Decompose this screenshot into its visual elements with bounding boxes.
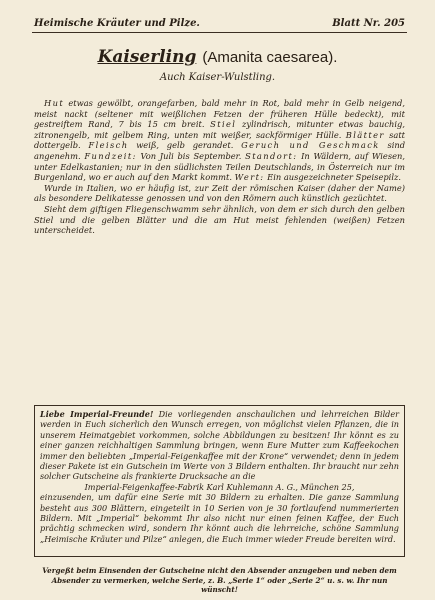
notice-paragraph-1 <box>40 409 399 482</box>
keyword-label: Fleisch <box>88 140 129 151</box>
description-text: etwas gewölbt, orangefarben, bald mehr in Rot, bald mehr in Gelb neigend, meist nackt (seltener mit weißlichen Fetzen der früheren Hülle bedeckt), mit gestreiftem Rand, 7 bis 15 cm breit. <box>34 98 405 130</box>
latin-name: (Amanita caesarea). <box>202 49 338 66</box>
description-text: Von Juli bis September. <box>136 150 246 161</box>
species-name: Kaiserling <box>97 47 197 67</box>
series-title: Heimische Kräuter und Pilze. <box>34 18 200 29</box>
description-text: sind angenehm. <box>34 140 406 161</box>
notice-box <box>34 405 405 557</box>
page-header <box>34 18 405 29</box>
keyword-label: Blätter <box>345 129 385 140</box>
description-paragraph-1 <box>34 98 405 183</box>
keyword-label: Wert: <box>234 172 265 183</box>
description-paragraph-3: Sieht dem giftigen Fliegenschwamm sehr ähnlich, von dem er sich durch den gelben Stiel und die gelben Blätter und die am Hut meist fehlenden (weißen) Fetzen unterscheidet. <box>34 203 405 236</box>
description-paragraph-2: Wurde in Italien, wo er häufig ist, zur Zeit der römischen Kaiser (daher der Name) als besondere Delikatesse genossen und von den Römern auch künstlich gezüchtet. <box>34 182 405 204</box>
notice-address: Imperial-Feigenkaffee-Fabrik Karl Kuhlemann A. G., München 25, <box>84 481 355 492</box>
alternate-name: Auch Kaiser-Wulstling. <box>159 72 276 83</box>
description-text: In Wäldern, auf Wiesen, unter Edelkastanien; nur in den südlichsten Teilen Deutschlands, in Österreich nur im Burgenland, wo er auch auf den Markt kommt. <box>34 150 405 183</box>
page-title <box>0 47 435 67</box>
description <box>34 98 405 236</box>
description-text: satt dottergelb. <box>34 129 406 151</box>
description-text: zylindrisch, mitunter etwas bauchig, zitronengelb, mit gelbem Ring, unten mit weißer, sackförmiger Hülle. <box>34 119 405 140</box>
keyword-label: Hut <box>44 98 65 108</box>
keyword-label: Fundzeit: <box>84 150 137 161</box>
keyword-label: Geruch und Geschmack <box>241 140 380 151</box>
header-divider <box>32 32 407 33</box>
footer-note: Vergeßt beim Einsenden der Gutscheine nicht den Absender anzugeben und neben dem Absender zu vermerken, welche Serie, z. B. „Serie 1“ oder „Serie 2“ u. s. w. Ihr nun wünscht! <box>42 566 397 594</box>
keyword-label: Standort: <box>245 150 298 161</box>
keyword-label: Stiel <box>210 119 237 130</box>
sheet-number: Blatt Nr. 205 <box>332 18 405 29</box>
description-text: weiß, gelb gerandet. <box>128 140 242 151</box>
notice-text-1: Die vorliegenden anschaulichen und lehrreichen Bilder werden in Euch sicherlich den Wunsch erregen, von möglichst vielen Pflanzen, die in unserem Heimatgebiet vorkommen, solche Abbildungen zu besitzen! Ihr könnt es zu einer ganzen reichhaltigen Sammlung bringen, wenn Eure Mutter zum Kaffeekochen immer den beliebten „Imperial-Feigenkaffee mit der Krone“ verwendet; denn in jedem dieser Pakete ist ein Gutschein im Werte von 3 Bildern enthalten. Ihr braucht nur zehn solcher Gutscheine als frankierte Drucksache an die <box>40 409 399 482</box>
notice-paragraph-2: einzusenden, um dafür eine Serie mit 30 Bildern zu erhalten. Die ganze Sammlung besteht aus 300 Blättern, eingeteilt in 10 Serien von je 30 fortlaufend nummerierten Bildern. Mit „Imperial“ bekommt Ihr also nicht nur einen feinen Kaffee, der Euch prächtig schmecken wird, sondern Ihr könnt auch die lehrreiche, schöne Sammlung „Heimische Kräuter und Pilze“ anlegen, die Euch immer wieder Freude bereiten wird. <box>40 492 399 544</box>
description-text: Ein ausgezeichneter Speisepilz. <box>264 172 401 183</box>
notice-greeting: Liebe Imperial-Freunde! <box>40 409 154 419</box>
